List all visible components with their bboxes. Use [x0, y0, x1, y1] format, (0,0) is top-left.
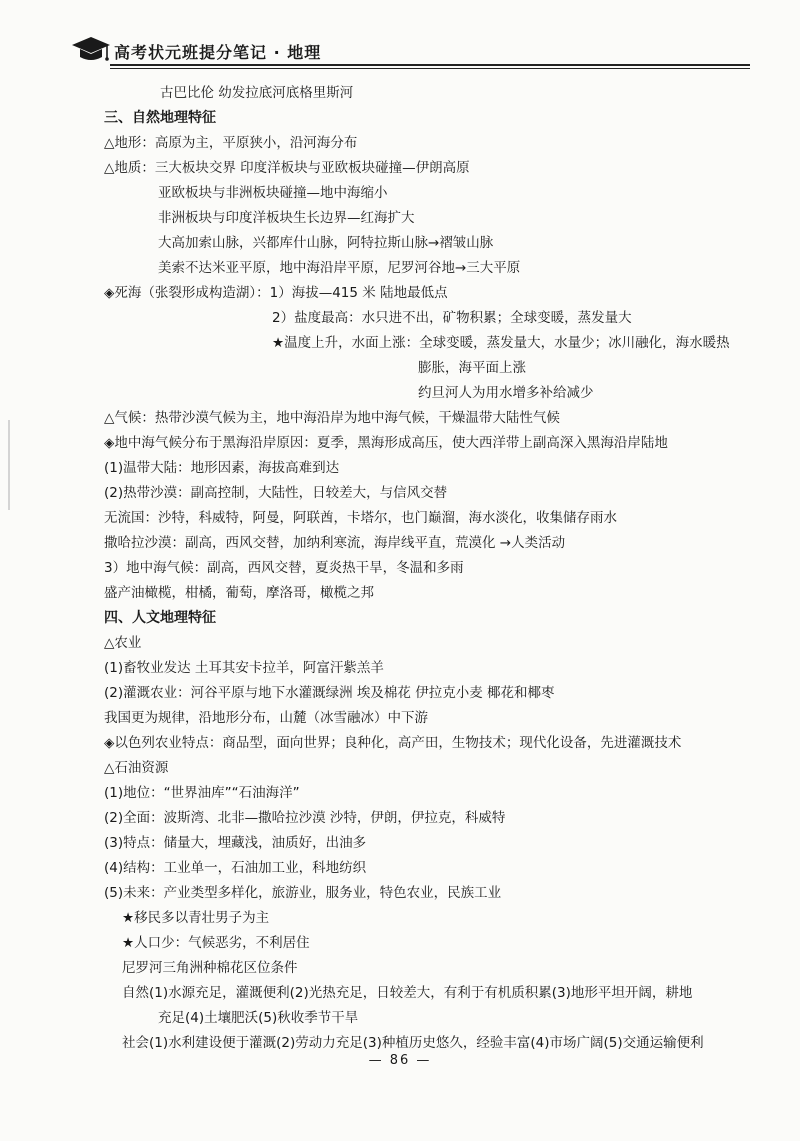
text-line: 盛产油橄榄，柑橘，葡萄，摩洛哥，橄榄之邦	[104, 585, 374, 601]
text-line: 社会(1)水利建设便于灌溉(2)劳动力充足(3)种植历史悠久，经验丰富(4)市场广阔(5)交通运输便利	[122, 1035, 704, 1051]
text-line: 非洲板块与印度洋板块生长边界—红海扩大	[158, 210, 415, 226]
text-line: ◈以色列农业特点：商品型，面向世界；良种化，高产田，生物技术；现代化设备，先进灌溉技术	[104, 735, 682, 751]
text-line: 3）地中海气候：副高，西风交替，夏炎热干旱，冬温和多雨	[104, 560, 464, 576]
text-line: (3)特点：储量大，埋藏浅，油质好，出油多	[104, 835, 367, 851]
text-line: 约旦河人为用水增多补给减少	[418, 385, 594, 401]
text-line: 古巴比伦 幼发拉底河底格里斯河	[160, 85, 354, 101]
text-line: 充足(4)土壤肥沃(5)秋收季节干旱	[158, 1010, 359, 1026]
text-line: (4)结构：工业单一，石油加工业，科地纺织	[104, 860, 367, 876]
text-line: 我国更为规律，沿地形分布，山麓（冰雪融冰）中下游	[104, 710, 428, 726]
text-line: 亚欧板块与非洲板块碰撞—地中海缩小	[158, 185, 388, 201]
text-line: (1)温带大陆：地形因素，海拔高难到达	[104, 460, 340, 476]
text-line: (1)地位：“世界油库”“石油海洋”	[104, 785, 300, 801]
text-line: ★温度上升，水面上涨：全球变暖，蒸发量大，水量少；冰川融化，海水暖热	[272, 335, 730, 351]
text-line: ◈地中海气候分布于黑海沿岸原因：夏季，黑海形成高压，使大西洋带上副高深入黑海沿岸陆地	[104, 435, 668, 451]
text-line: △地质：三大板块交界 印度洋板块与亚欧板块碰撞—伊朗高原	[104, 160, 470, 176]
text-line: 2）盐度最高：水只进不出，矿物积累；全球变暖，蒸发量大	[272, 310, 632, 326]
text-line: △地形：高原为主，平原狭小，沿河海分布	[104, 135, 358, 151]
text-line: ★人口少：气候恶劣，不利居住	[122, 935, 310, 951]
text-line: ◈死海（张裂形成构造湖）：1）海拔—415 米 陆地最低点	[104, 285, 448, 301]
text-line: (2)灌溉农业：河谷平原与地下水灌溉绿洲 埃及棉花 伊拉克小麦 椰花和椰枣	[104, 685, 555, 701]
section-heading: 三、自然地理特征	[104, 110, 216, 126]
scan-edge-mark	[8, 420, 10, 510]
text-line: 无流国：沙特，科威特，阿曼，阿联酋，卡塔尔，也门巅溜，海水淡化，收集储存雨水	[104, 510, 617, 526]
text-line: (2)全面：波斯湾、北非—撒哈拉沙漠 沙特，伊朗，伊拉克，科威特	[104, 810, 506, 826]
text-line: 撒哈拉沙漠：副高，西风交替，加纳利寒流，海岸线平直，荒漠化 →人类活动	[104, 535, 566, 551]
text-line: 膨胀，海平面上涨	[418, 360, 526, 376]
text-line: (5)未来：产业类型多样化，旅游业，服务业，特色农业，民族工业	[104, 885, 502, 901]
text-line: 美索不达米亚平原，地中海沿岸平原，尼罗河谷地→三大平原	[158, 260, 521, 276]
text-line: (1)畜牧业发达 土耳其安卡拉羊，阿富汗紫羔羊	[104, 660, 384, 676]
text-line: 大高加索山脉，兴都库什山脉，阿特拉斯山脉→褶皱山脉	[158, 235, 494, 251]
text-line: 尼罗河三角洲种棉花区位条件	[122, 960, 298, 976]
text-line: △石油资源	[104, 760, 169, 776]
text-line: △农业	[104, 635, 142, 651]
text-line: 自然(1)水源充足，灌溉便利(2)光热充足，日较差大，有利于有机质积累(3)地形平坦开阔，耕地	[122, 985, 693, 1001]
text-line: △气候：热带沙漠气候为主，地中海沿岸为地中海气候，干燥温带大陆性气候	[104, 410, 560, 426]
page-number: — 86 —	[368, 1053, 432, 1068]
section-heading: 四、人文地理特征	[104, 610, 216, 626]
text-line: (2)热带沙漠：副高控制，大陆性，日较差大，与信风交替	[104, 485, 448, 501]
header-title: 高考状元班提分笔记 · 地理	[114, 43, 322, 62]
text-line: ★移民多以青壮男子为主	[122, 910, 270, 926]
